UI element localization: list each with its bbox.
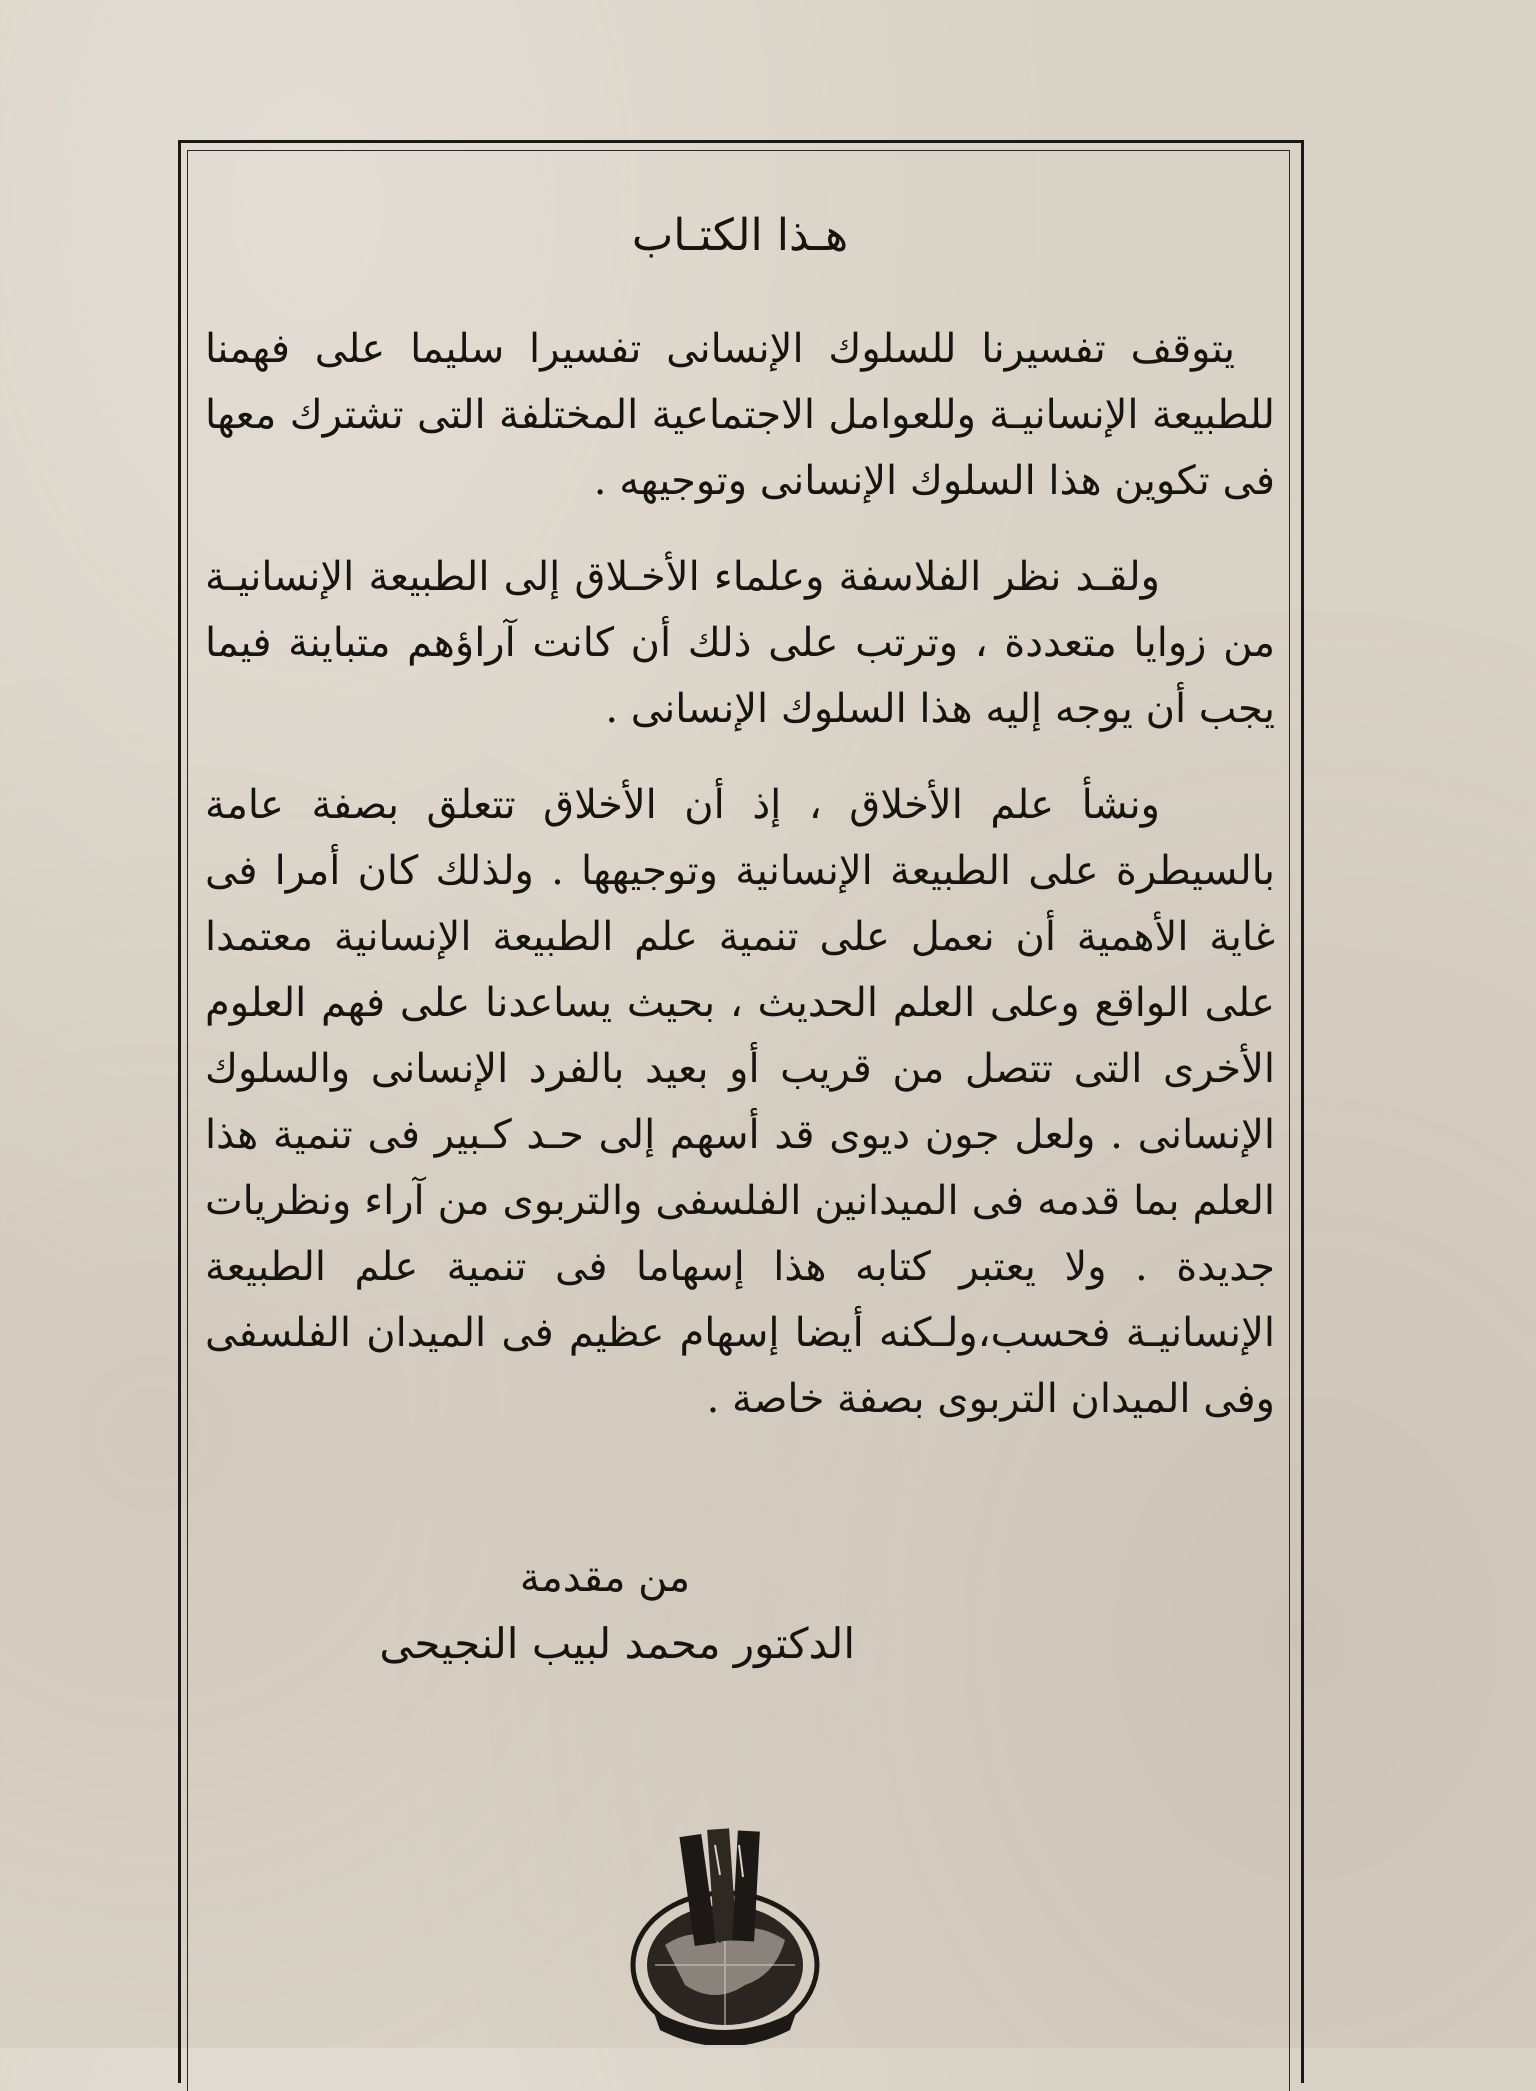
source-label: من مقدمة bbox=[519, 1555, 690, 1601]
author-name: الدكتور محمد لبيب النجيحى bbox=[379, 1619, 855, 1668]
paragraph-2: ولقـد نظر الفلاسفة وعلماء الأخـلاق إلى الطبيعة الإنسانيـة من زوايا متعددة ، وترتب على ذلك أن كانت آراؤهم متباينة فيما يجب أن يوجه إليه هذا السلوك الإنسانى . bbox=[205, 554, 1275, 732]
paragraph-3: ونشأ علم الأخلاق ، إذ أن الأخلاق تتعلق بصفة عامة بالسيطرة على الطبيعة الإنسانية وتوجيهها . ولذلك كان أمرا فى غاية الأهمية أن نعمل على تنمية علم الطبيعة الإنسانية معتمدا على الواقع وعلى العلم الحديث ، بحيث يساعدنا على فهم العلوم الأخرى التى تتصل من قريب أو بعيد بالفرد الإنسانى والسلوك الإنسانى . ولعل جون ديوى قد أسهم إلى حـد كـبير فى تنمية هذا العلم بما قدمه فى الميدانين الفلسفى والتربوى من آراء ونظريات جديدة . ولا يعتبر كتابه هذا إسهاما فى تنمية علم الطبيعة الإنسانيـة فحسب،ولـكنه أيضا إسهام عظيم فى الميدان الفلسفى وفى الميدان التربوى بصفة خاصة . bbox=[205, 782, 1275, 1422]
paragraph-1: يتوقف تفسيرنا للسلوك الإنسانى تفسيرا سليما على فهمنا للطبيعة الإنسانيـة وللعوامل الاجتماعية المختلفة التى تشترك معها فى تكوين هذا السلوك الإنسانى وتوجيهه . bbox=[205, 326, 1275, 504]
text-block bbox=[205, 210, 1275, 1462]
attribution bbox=[205, 1555, 1275, 1668]
publisher-emblem-icon bbox=[625, 1815, 825, 2045]
page-heading: هـذا الكتـاب bbox=[631, 210, 849, 261]
